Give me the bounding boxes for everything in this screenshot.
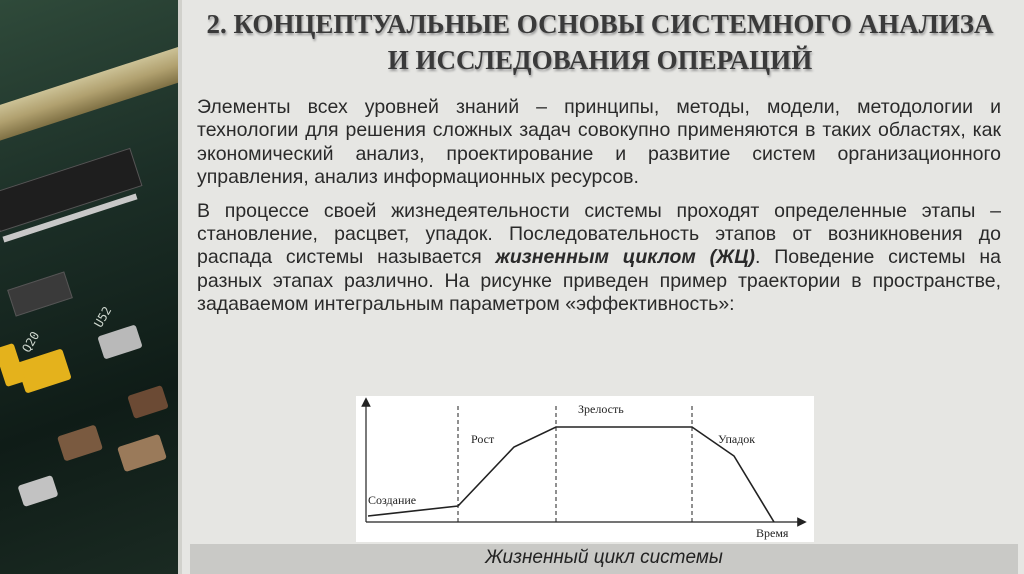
paragraph-2-text: В процессе своей жизнедеятельности системы проходят определенные этапы – становление, расцвет, упадок. Последовательность этапов от возникновения до распада системы называется bbox=[197, 199, 1001, 269]
photo-capacitor bbox=[16, 348, 72, 393]
slide-title bbox=[190, 6, 1010, 78]
paragraph-1: Элементы всех уровней знаний – принципы, методы, модели, методологии и технологии для решения сложных задач совокупно применяются в таких областях, как экономический анализ, проектирование и развитие систем организационного управления, анализ информационных ресурсов. bbox=[197, 96, 1001, 189]
photo-label: Q20 bbox=[19, 329, 43, 355]
stage-label-creation: Создание bbox=[368, 493, 417, 507]
photo-label: U52 bbox=[91, 304, 115, 330]
paragraph-2-text-end: . Поведение системы на разных этапах различно. На рисунке приведен пример траектории в пространстве, задаваемом интегральным параметром «эффективность»: bbox=[197, 246, 1001, 316]
photo-capacitor bbox=[117, 434, 167, 472]
lifecycle-diagram bbox=[356, 396, 814, 542]
slide-body bbox=[197, 96, 1001, 327]
stage-label-growth: Рост bbox=[471, 432, 495, 446]
x-axis-label: Время bbox=[756, 526, 789, 540]
lifecycle-term: жизненным циклом (ЖЦ) bbox=[495, 246, 755, 269]
stage-label-maturity: Зрелость bbox=[578, 402, 624, 416]
photo-chip bbox=[7, 271, 73, 316]
stage-label-decline: Упадок bbox=[718, 432, 756, 446]
photo-rail bbox=[0, 24, 178, 149]
photo-capacitor bbox=[127, 385, 169, 419]
circuit-board-photo bbox=[0, 0, 178, 574]
slide-title-line1: 2. КОНЦЕПТУАЛЬНЫЕ ОСНОВЫ СИСТЕМНОГО АНАЛИЗА bbox=[206, 9, 994, 39]
slide-title-line2: И ИССЛЕДОВАНИЯ ОПЕРАЦИЙ bbox=[387, 45, 813, 75]
figure-caption: Жизненный цикл системы bbox=[485, 547, 723, 568]
photo-capacitor bbox=[97, 324, 142, 359]
lifecycle-curve bbox=[368, 427, 774, 522]
lifecycle-figure bbox=[356, 396, 814, 542]
photo-divider bbox=[178, 0, 182, 574]
photo-capacitor bbox=[17, 475, 58, 507]
photo-capacitor bbox=[57, 424, 103, 461]
paragraph-2 bbox=[197, 200, 1001, 317]
